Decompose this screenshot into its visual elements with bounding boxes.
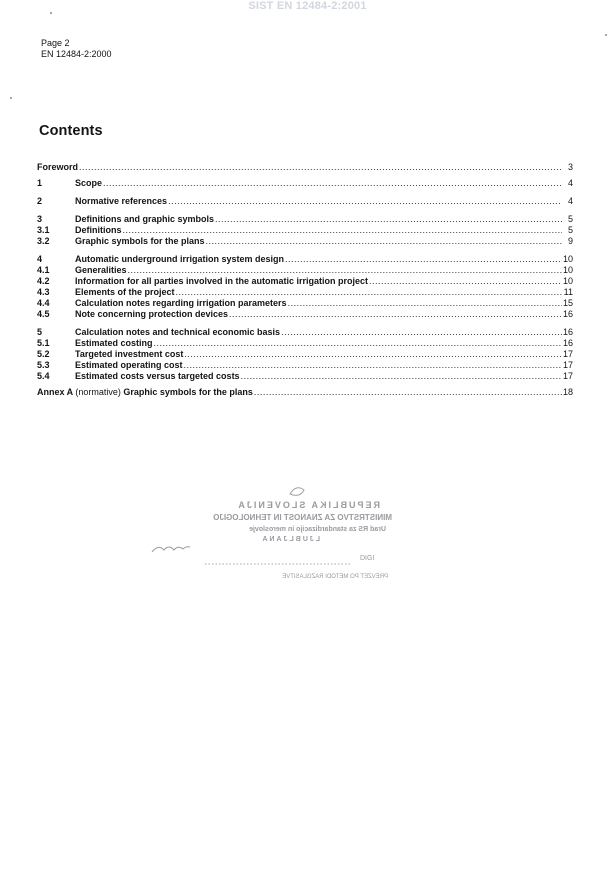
toc-leader xyxy=(154,338,562,349)
toc-entry-page: 15 xyxy=(562,298,573,308)
toc-leader xyxy=(254,387,562,398)
toc-leader xyxy=(79,162,562,173)
toc-entry-page: 17 xyxy=(562,371,573,381)
toc-entry-number: 1 xyxy=(37,178,43,188)
toc-leader xyxy=(369,276,562,287)
toc-leader xyxy=(184,360,562,371)
toc-entry-page: 16 xyxy=(562,309,573,319)
toc-entry-3-2[interactable] xyxy=(37,236,573,247)
toc-entry-annex-a[interactable] xyxy=(37,387,573,398)
toc-leader xyxy=(281,327,562,338)
toc-entry-title: Calculation notes and technical economic basis xyxy=(75,327,281,337)
toc-entry-number: 4 xyxy=(37,254,43,264)
toc-entry-title: Scope xyxy=(75,178,103,188)
toc-leader xyxy=(176,287,562,298)
toc-entry-number: 4.1 xyxy=(37,265,50,275)
stamp-graphic xyxy=(150,480,400,580)
stamp-line-5: DIGI xyxy=(360,555,375,562)
toc-entry-foreword[interactable] xyxy=(37,162,573,173)
toc-entry-number: 5.4 xyxy=(37,371,50,381)
annex-qualifier: (normative) xyxy=(75,387,121,397)
toc-entry-page: 16 xyxy=(562,327,573,337)
toc-entry-title: Automatic underground irrigation system design xyxy=(75,254,285,264)
stamp-emblem-icon xyxy=(290,488,304,496)
toc-entry-title: Estimated costing xyxy=(75,338,153,348)
toc-entry-1[interactable] xyxy=(37,178,573,189)
handwritten-signature-icon xyxy=(152,547,190,552)
contents-heading: Contents xyxy=(39,123,103,139)
speck-icon xyxy=(10,97,12,99)
toc-entry-number: 2 xyxy=(37,196,43,206)
toc-entry-2[interactable] xyxy=(37,196,573,207)
toc-leader xyxy=(123,225,563,236)
toc-entry-4-2[interactable] xyxy=(37,276,573,287)
toc-entry-title: Normative references xyxy=(75,196,168,206)
toc-leader xyxy=(229,309,562,320)
page-header xyxy=(41,38,112,60)
toc-entry-title: Targeted investment cost xyxy=(75,349,184,359)
toc-entry-title: Graphic symbols for the plans xyxy=(75,236,205,246)
toc-leader xyxy=(241,371,562,382)
toc-entry-page: 11 xyxy=(563,287,573,297)
speck-icon xyxy=(605,34,607,36)
toc-entry-title: Definitions and graphic symbols xyxy=(75,214,215,224)
toc-entry-page: 10 xyxy=(562,265,573,275)
toc-entry-number: 4.3 xyxy=(37,287,50,297)
toc-entry-5[interactable] xyxy=(37,327,573,338)
toc-entry-5-2[interactable] xyxy=(37,349,573,360)
toc-entry-4-4[interactable] xyxy=(37,298,573,309)
toc-entry-page: 17 xyxy=(562,360,573,370)
toc-entry-title: Definitions xyxy=(75,225,122,235)
toc-leader xyxy=(285,254,562,265)
toc-entry-page: 17 xyxy=(562,349,573,359)
toc-entry-4-5[interactable] xyxy=(37,309,573,320)
toc-entry-page: 10 xyxy=(562,254,573,264)
toc-annex-title xyxy=(37,387,253,398)
toc-entry-title: Information for all parties involved in the automatic irrigation project xyxy=(75,276,369,286)
stamp-line-2: MINISTRSTVO ZA ZNANOST IN TEHNOLOGIJO xyxy=(213,513,392,522)
toc-entry-number: 5.3 xyxy=(37,360,50,370)
table-of-contents xyxy=(37,162,573,398)
toc-entry-title: Estimated operating cost xyxy=(75,360,183,370)
stamp-line-4: LJUBLJANA xyxy=(260,536,320,543)
speck-icon xyxy=(50,12,52,14)
toc-entry-3[interactable] xyxy=(37,214,573,225)
page-label: Page 2 xyxy=(41,38,70,48)
toc-entry-number: 4.5 xyxy=(37,309,50,319)
toc-entry-5-1[interactable] xyxy=(37,338,573,349)
toc-entry-page: 10 xyxy=(562,276,573,286)
toc-leader xyxy=(215,214,562,225)
stamp-line-6: PREVZET PO METODI RAZGLASITVE xyxy=(282,574,388,580)
toc-entry-title: Note concerning protection devices xyxy=(75,309,229,319)
toc-leader xyxy=(206,236,562,247)
toc-entry-number: 4.4 xyxy=(37,298,50,308)
annex-prefix: Annex A xyxy=(37,387,73,397)
toc-entry-page: 4 xyxy=(567,178,573,188)
toc-entry-3-1[interactable] xyxy=(37,225,573,236)
document-id: EN 12484-2:2000 xyxy=(41,49,112,59)
toc-entry-page: 18 xyxy=(562,387,573,397)
toc-entry-number: 5.2 xyxy=(37,349,50,359)
toc-entry-number: 5 xyxy=(37,327,43,337)
toc-entry-page: 9 xyxy=(567,236,573,246)
stamp-line-1: REPUBLIKA SLOVENIJA xyxy=(236,500,380,510)
toc-entry-page: 3 xyxy=(567,162,573,172)
toc-entry-page: 16 xyxy=(562,338,573,348)
toc-entry-page: 4 xyxy=(567,196,573,206)
toc-entry-number: 3.2 xyxy=(37,236,50,246)
toc-entry-page: 5 xyxy=(567,225,573,235)
toc-entry-title: Calculation notes regarding irrigation parameters xyxy=(75,298,287,308)
toc-entry-5-4[interactable] xyxy=(37,371,573,382)
annex-title: Graphic symbols for the plans xyxy=(123,387,253,397)
toc-entry-number: 3 xyxy=(37,214,43,224)
toc-entry-title: Elements of the project xyxy=(75,287,175,297)
watermark-text: SIST EN 12484-2:2001 xyxy=(248,0,367,12)
toc-leader xyxy=(184,349,562,360)
toc-entry-number: 5.1 xyxy=(37,338,50,348)
toc-entry-page: 5 xyxy=(567,214,573,224)
toc-leader xyxy=(103,178,562,189)
toc-leader xyxy=(128,265,562,276)
toc-entry-4-1[interactable] xyxy=(37,265,573,276)
toc-entry-4-3[interactable] xyxy=(37,287,573,298)
stamp-line-3: Urad RS za standardizacijo in meroslovje xyxy=(249,526,386,533)
toc-entry-number: 3.1 xyxy=(37,225,50,235)
official-stamp xyxy=(150,480,400,580)
toc-leader xyxy=(288,298,562,309)
toc-entry-title: Estimated costs versus targeted costs xyxy=(75,371,240,381)
toc-leader xyxy=(168,196,562,207)
toc-entry-title: Generalities xyxy=(75,265,127,275)
toc-entry-number: 4.2 xyxy=(37,276,50,286)
toc-entry-title: Foreword xyxy=(37,162,79,172)
toc-entry-4[interactable] xyxy=(37,254,573,265)
toc-entry-5-3[interactable] xyxy=(37,360,573,371)
